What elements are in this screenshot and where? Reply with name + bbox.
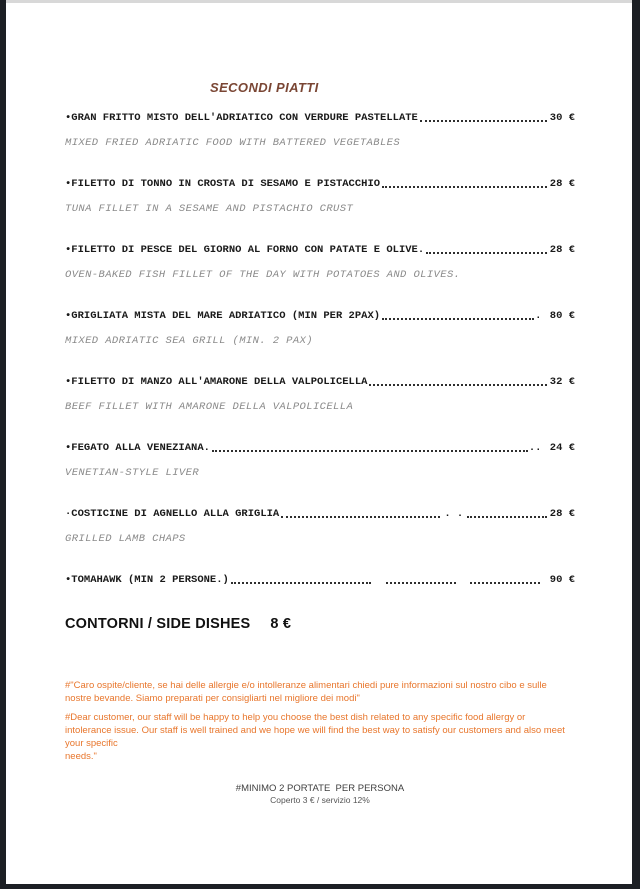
menu-item bbox=[65, 112, 575, 150]
item-price: 80 € bbox=[549, 310, 575, 322]
section-title: SECONDI PIATTI bbox=[210, 80, 319, 95]
item-row bbox=[65, 112, 575, 125]
item-row bbox=[65, 508, 575, 521]
side-dishes-price: 8 € bbox=[270, 616, 292, 632]
footer-minimum-courses: #MINIMO 2 PORTATE PER PERSONA bbox=[235, 783, 405, 794]
item-row bbox=[65, 442, 575, 455]
item-row bbox=[65, 244, 575, 257]
item-price: 24 € bbox=[549, 442, 575, 454]
page-footer bbox=[65, 783, 575, 806]
item-name: •FILETTO DI MANZO ALL'AMARONE DELLA VALPOLICELLA bbox=[65, 376, 368, 388]
side-dishes-label: CONTORNI / SIDE DISHES bbox=[65, 616, 251, 632]
item-row bbox=[65, 178, 575, 191]
item-row bbox=[65, 376, 575, 389]
price-prefix: .. bbox=[528, 442, 548, 454]
dot-leader bbox=[382, 186, 547, 188]
dot-leader bbox=[386, 582, 456, 584]
menu-item bbox=[65, 244, 575, 282]
page-frame-bottom bbox=[6, 884, 632, 889]
item-price: 32 € bbox=[549, 376, 575, 388]
footer-cover-service: Coperto 3 € / servizio 12% bbox=[270, 795, 370, 805]
menu-item bbox=[65, 508, 575, 546]
item-price: 28 € bbox=[549, 178, 575, 190]
leader-gap-text: . . bbox=[444, 508, 464, 520]
dot-leader bbox=[470, 582, 540, 584]
item-row bbox=[65, 310, 575, 323]
notice-paragraph: #Dear customer, our staff will be happy to help you choose the best dish related to any specific food allergy or intolerance issue. Our staff is well trained and we hope we will find the best way to satisfy our customers and also meet your specific needs." bbox=[65, 712, 565, 762]
dot-leader bbox=[212, 450, 528, 452]
item-subtitle: VENETIAN-STYLE LIVER bbox=[65, 467, 200, 479]
item-subtitle: MIXED ADRIATIC SEA GRILL (MIN. 2 PAX) bbox=[65, 335, 313, 347]
leader-gap-text bbox=[372, 574, 384, 587]
dot-leader bbox=[369, 384, 546, 386]
notice-paragraph: #"Caro ospite/cliente, se hai delle allergie e/o intolleranze alimentari chiedi pure informazioni sul nostro cibo e sulle nostre bevande. Siamo preparati per consigliarti nel migliore dei modi" bbox=[65, 680, 547, 704]
page-content bbox=[0, 80, 640, 806]
item-name: ·COSTICINE DI AGNELLO ALLA GRIGLIA bbox=[65, 508, 280, 520]
item-name: •GRAN FRITTO MISTO DELL'ADRIATICO CON VERDURE PASTELLATE bbox=[65, 112, 418, 124]
item-subtitle: GRILLED LAMB CHAPS bbox=[65, 533, 186, 545]
page-frame-top bbox=[6, 0, 632, 3]
item-subtitle: TUNA FILLET IN A SESAME AND PISTACHIO CRUST bbox=[65, 203, 354, 215]
item-name: •FILETTO DI TONNO IN CROSTA DI SESAMO E PISTACCHIO bbox=[65, 178, 381, 190]
menu-item bbox=[65, 574, 575, 587]
item-name: •GRIGLIATA MISTA DEL MARE ADRIATICO (MIN PER 2PAX) bbox=[65, 310, 381, 322]
page-frame-left bbox=[0, 0, 6, 889]
allergy-notices bbox=[65, 679, 575, 763]
dot-leader bbox=[281, 516, 440, 518]
dot-leader bbox=[426, 252, 547, 254]
item-subtitle: BEEF FILLET WITH AMARONE DELLA VALPOLICELLA bbox=[65, 401, 354, 413]
menu-items bbox=[65, 112, 575, 587]
item-subtitle: OVEN-BAKED FISH FILLET OF THE DAY WITH POTATOES AND OLIVES. bbox=[65, 269, 461, 281]
menu-item bbox=[65, 376, 575, 414]
dot-leader bbox=[420, 120, 547, 122]
menu-item bbox=[65, 178, 575, 216]
item-price: 28 € bbox=[549, 508, 575, 520]
item-price: 90 € bbox=[549, 574, 575, 586]
item-price: 28 € bbox=[549, 244, 575, 256]
dot-leader bbox=[382, 318, 534, 320]
dot-leader bbox=[467, 516, 547, 518]
menu-item bbox=[65, 310, 575, 348]
leader-gap-text bbox=[457, 574, 469, 587]
item-name: •FILETTO DI PESCE DEL GIORNO AL FORNO CON PATATE E OLIVE. bbox=[65, 244, 425, 256]
item-name: •TOMAHAWK (MIN 2 PERSONE.) bbox=[65, 574, 229, 586]
side-dishes-heading bbox=[65, 615, 575, 633]
item-row bbox=[65, 574, 575, 587]
item-price: 30 € bbox=[549, 112, 575, 124]
item-name: •FEGATO ALLA VENEZIANA. bbox=[65, 442, 210, 454]
page-frame-right bbox=[632, 0, 640, 889]
menu-item bbox=[65, 442, 575, 480]
item-subtitle: MIXED FRIED ADRIATIC FOOD WITH BATTERED VEGETABLES bbox=[65, 137, 401, 149]
dot-leader bbox=[231, 582, 372, 584]
price-prefix: . bbox=[535, 310, 548, 322]
